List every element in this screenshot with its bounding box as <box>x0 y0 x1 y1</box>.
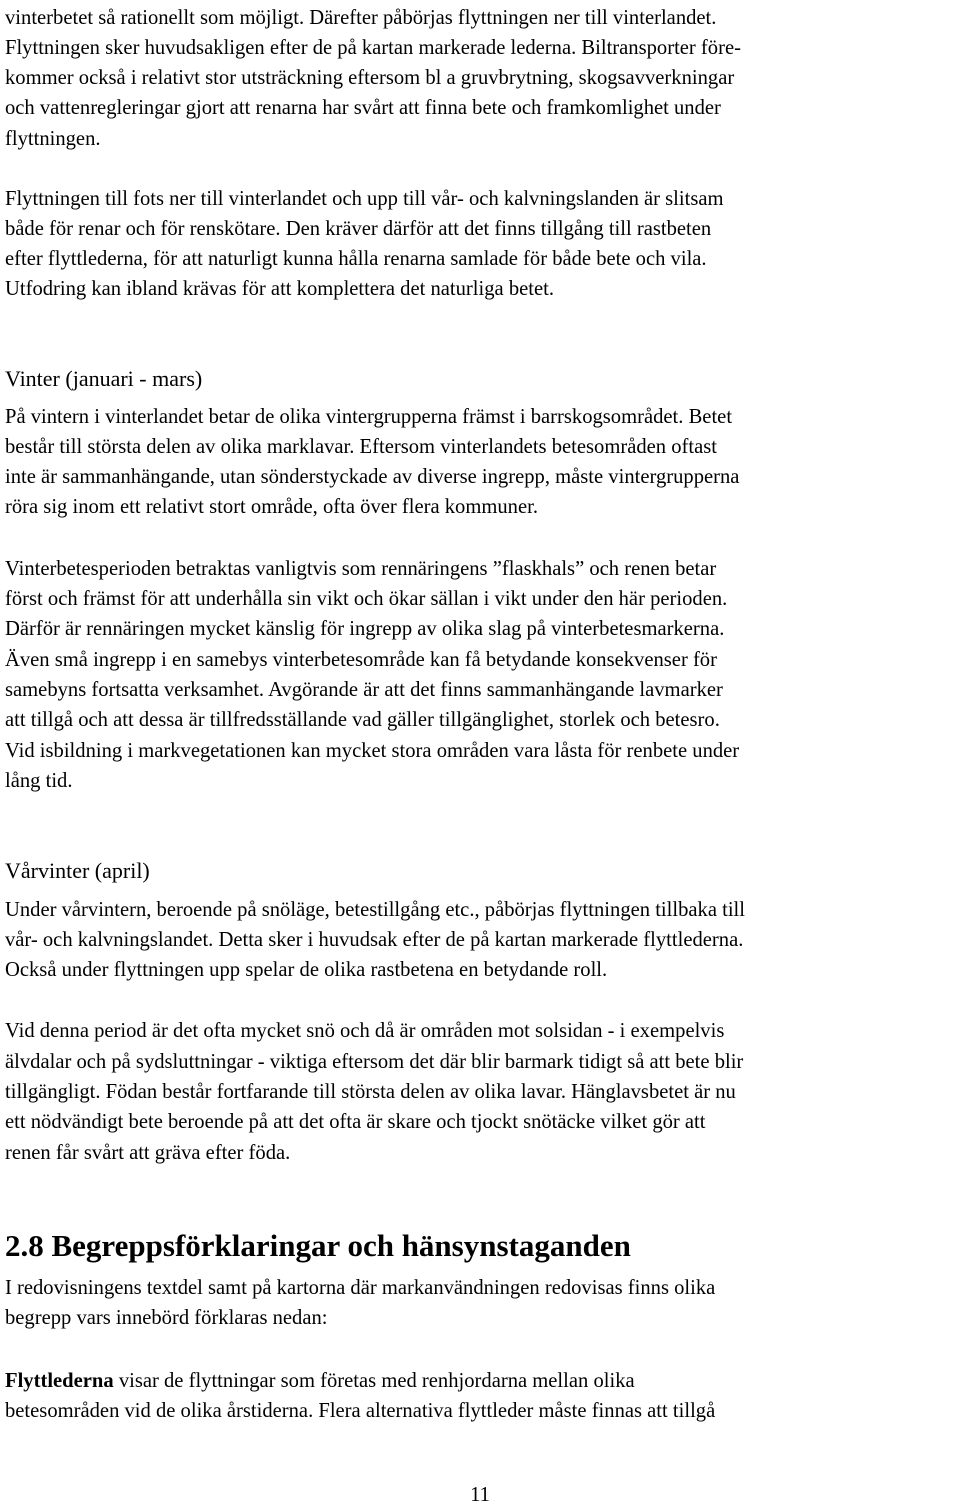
paragraph-line: Vid isbildning i markvegetationen kan mycket stora områden vara låsta för renbete under <box>5 740 740 762</box>
paragraph-line: renen får svårt att gräva efter föda. <box>5 1142 291 1164</box>
paragraph-line: lång tid. <box>5 770 73 792</box>
paragraph-line: och vattenregleringar gjort att renarna har svårt att finna bete och framkomlighet under <box>5 97 721 119</box>
paragraph-line: både för renar och för renskötare. Den kräver därför att det finns tillgång till rastbeten <box>5 218 712 240</box>
page-number: 11 <box>470 1484 490 1506</box>
paragraph-line: betesområden vid de olika årstiderna. Flera alternativa flyttleder måste finnas att tillgå <box>5 1400 716 1422</box>
definition-text: visar de flyttningar som företas med renhjordarna mellan olika <box>113 1370 635 1392</box>
paragraph-line: tillgängligt. Födan består fortfarande till största delen av olika lavar. Hänglavsbetet är nu <box>5 1081 736 1103</box>
paragraph-line: Flyttningen till fots ner till vinterlandet och upp till vår- och kalvningslanden är slitsam <box>5 188 724 210</box>
section-heading: 2.8 Begreppsförklaringar och hänsynstaganden <box>5 1228 631 1263</box>
paragraph-line: kommer också i relativt stor utsträckning eftersom bl a gruvbrytning, skogsavverkningar <box>5 67 735 89</box>
paragraph-line: I redovisningens textdel samt på kartorna där markanvändningen redovisas finns olika <box>5 1277 716 1299</box>
paragraph-line: älvdalar och på sydsluttningar - viktiga eftersom det där blir barmark tidigt så att bete blir <box>5 1051 744 1073</box>
paragraph-line: först och främst för att underhålla sin vikt och ökar sällan i vikt under den här perioden. <box>5 588 728 610</box>
paragraph-line: ett nödvändigt bete beroende på att det ofta är skare och tjockt snötäcke vilket gör att <box>5 1111 706 1133</box>
paragraph-line: begrepp vars innebörd förklaras nedan: <box>5 1307 328 1329</box>
paragraph-line: Vid denna period är det ofta mycket snö och då är områden mot solsidan - i exempelvis <box>5 1020 725 1042</box>
paragraph-line: vinterbetet så rationellt som möjligt. Därefter påbörjas flyttningen ner till vinterlandet. <box>5 7 717 29</box>
paragraph-line: efter flyttlederna, för att naturligt kunna hålla renarna samlade för både bete och vila. <box>5 248 707 270</box>
heading-spring-winter: Vårvinter (april) <box>5 858 150 883</box>
paragraph-line: Under vårvintern, beroende på snöläge, betestillgång etc., påbörjas flyttningen tillbaka till <box>5 899 745 921</box>
paragraph-line: Flyttningen sker huvudsakligen efter de på kartan markerade lederna. Biltransporter före- <box>5 37 741 59</box>
paragraph-line: samebyns fortsatta verksamhet. Avgörande är att det finns sammanhängande lavmarker <box>5 679 723 701</box>
paragraph-line: vår- och kalvningslandet. Detta sker i huvudsak efter de på kartan markerade flyttlederna. <box>5 929 744 951</box>
paragraph-line: flyttningen. <box>5 128 101 150</box>
definition-term: Flyttlederna <box>5 1370 114 1392</box>
paragraph-line: Därför är rennäringen mycket känslig för ingrepp av olika slag på vinterbetesmarkerna. <box>5 618 725 640</box>
paragraph-line: Vinterbetesperioden betraktas vanligtvis som rennäringens ”flaskhals” och renen betar <box>5 558 717 580</box>
definition-line <box>5 1366 635 1396</box>
paragraph-line: att tillgå och att dessa är tillfredsställande vad gäller tillgänglighet, storlek och betesro. <box>5 709 720 731</box>
paragraph-line: inte är sammanhängande, utan sönderstyckade av diverse ingrepp, måste vintergrupperna <box>5 466 740 488</box>
paragraph-line: På vintern i vinterlandet betar de olika vintergrupperna främst i barrskogsområdet. Betet <box>5 406 733 428</box>
paragraph-line: Även små ingrepp i en samebys vinterbetesområde kan få betydande konsekvenser för <box>5 649 717 671</box>
paragraph-line: Också under flyttningen upp spelar de olika rastbetena en betydande roll. <box>5 959 608 981</box>
heading-winter: Vinter (januari - mars) <box>5 366 203 391</box>
paragraph-line: består till största delen av olika marklavar. Eftersom vinterlandets betesområden oftast <box>5 436 717 458</box>
paragraph-line: Utfodring kan ibland krävas för att komplettera det naturliga betet. <box>5 278 554 300</box>
paragraph-line: röra sig inom ett relativt stort område, ofta över flera kommuner. <box>5 496 538 518</box>
